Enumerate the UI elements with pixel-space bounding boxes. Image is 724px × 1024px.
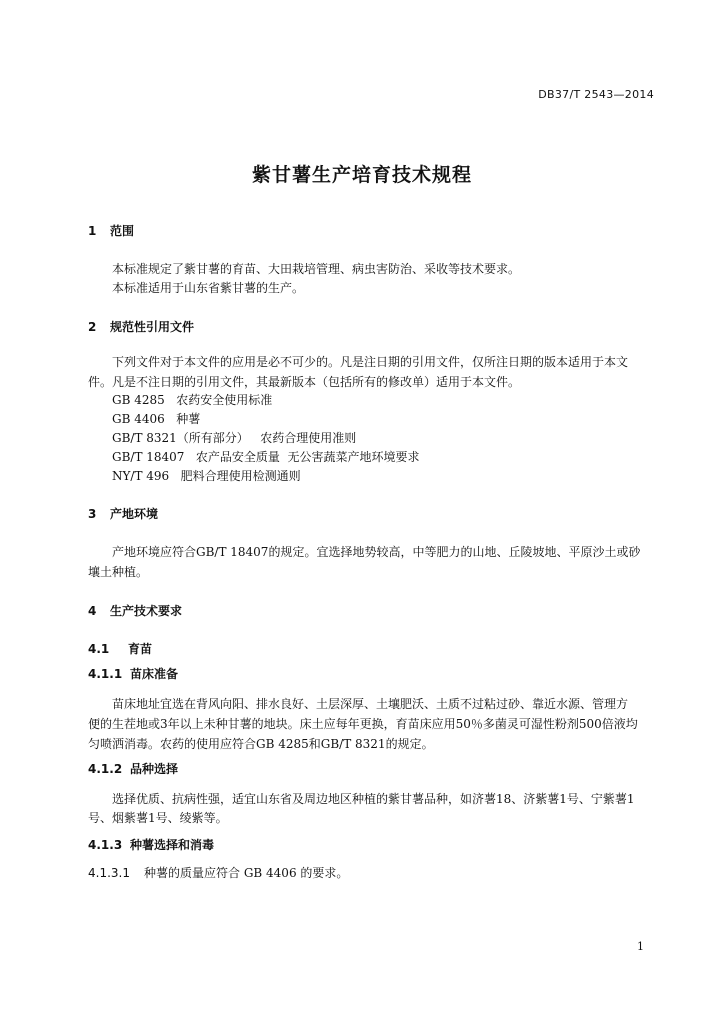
section-number: 2 [88, 320, 97, 334]
reference-item: GB 4406 种薯 [112, 412, 201, 426]
paragraph-line: 产地环境应符合GB/T 18407的规定。宜选择地势较高，中等肥力的山地、丘陵坡地、平原沙土或砂 [112, 545, 641, 559]
standard-code: DB37/T 2543—2014 [538, 88, 654, 101]
section-number: 4.1 [88, 642, 110, 656]
paragraph-line: 壤土种植。 [88, 565, 149, 579]
section-number: 3 [88, 507, 97, 521]
reference-item: GB/T 18407 农产品安全质量 无公害蔬菜产地环境要求 [112, 450, 420, 464]
paragraph: 本标准适用于山东省紫甘薯的生产。 [112, 281, 305, 295]
section-4-1-3-heading [88, 836, 214, 853]
paragraph-line: 便的生茬地或3年以上未种甘薯的地块。床土应每年更换，育苗床应用50％多菌灵可湿性粉剂500倍液均 [88, 717, 638, 731]
section-title: 产地环境 [110, 507, 159, 521]
paragraph-line: 匀喷洒消毒。农药的使用应符合GB 4285和GB/T 8321的规定。 [88, 737, 434, 751]
section-4-1-heading [88, 640, 152, 657]
reference-item: GB/T 8321（所有部分） 农药合理使用准则 [112, 431, 357, 445]
section-title: 规范性引用文件 [110, 320, 195, 334]
section-4-heading [88, 602, 182, 619]
section-title: 生产技术要求 [110, 604, 183, 618]
section-title: 种薯选择和消毒 [130, 838, 215, 852]
clause-text: 种薯的质量应符合 GB 4406 的要求。 [144, 866, 349, 880]
paragraph: 本标准规定了紫甘薯的育苗、大田栽培管理、病虫害防治、采收等技术要求。 [112, 262, 521, 276]
section-4-1-2-heading [88, 760, 178, 777]
section-title: 育苗 [128, 642, 153, 656]
section-number: 4 [88, 604, 97, 618]
section-number: 4.1.2 [88, 762, 123, 776]
section-title: 品种选择 [130, 762, 179, 776]
section-2-heading [88, 318, 194, 335]
reference-item: NY/T 496 肥料合理使用检测通则 [112, 469, 301, 483]
reference-item: GB 4285 农药安全使用标准 [112, 393, 273, 407]
section-title: 苗床准备 [130, 667, 179, 681]
section-title: 范围 [110, 224, 135, 238]
paragraph-line: 号、烟紫薯1号、绫紫等。 [88, 811, 228, 825]
section-number: 4.1.3 [88, 838, 123, 852]
paragraph-line: 下列文件对于本文件的应用是必不可少的。凡是注日期的引用文件，仅所注日期的版本适用于本文 [112, 355, 629, 369]
section-4-1-1-heading [88, 665, 178, 682]
document-title: 紫甘薯生产培育技术规程 [251, 164, 472, 186]
paragraph-line: 件。凡是不注日期的引用文件，其最新版本（包括所有的修改单）适用于本文件。 [88, 375, 521, 389]
page-number: 1 [637, 940, 644, 953]
section-number: 1 [88, 224, 97, 238]
section-number: 4.1.1 [88, 667, 123, 681]
paragraph-line: 选择优质、抗病性强，适宜山东省及周边地区种植的紫甘薯品种，如济薯18、济紫薯1号、宁紫薯1 [112, 792, 635, 806]
clause-number: 4.1.3.1 [88, 866, 130, 880]
section-1-heading [88, 222, 134, 239]
clause-4-1-3-1 [88, 864, 348, 881]
section-3-heading [88, 505, 158, 522]
paragraph-line: 苗床地址宜选在背风向阳、排水良好、土层深厚、土壤肥沃、土质不过粘过砂、靠近水源、管理方 [112, 697, 629, 711]
